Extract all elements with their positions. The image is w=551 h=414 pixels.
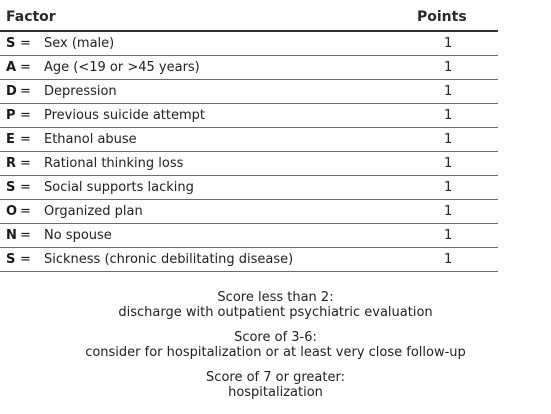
equals-sign: = bbox=[20, 204, 31, 219]
equals-sign: = bbox=[20, 36, 31, 51]
factor-points: 1 bbox=[444, 252, 453, 267]
table-row bbox=[0, 32, 498, 56]
factor-letter: E bbox=[6, 132, 15, 147]
factor-description: Social supports lacking bbox=[44, 180, 194, 195]
table-row bbox=[0, 104, 498, 128]
factor-description: Previous suicide attempt bbox=[44, 108, 206, 123]
factor-description: No spouse bbox=[44, 228, 112, 243]
factor-points: 1 bbox=[444, 204, 453, 219]
factor-letter: S bbox=[6, 252, 16, 267]
factor-column-header: Factor bbox=[6, 9, 56, 25]
table-header bbox=[0, 6, 551, 30]
score-guidance bbox=[0, 290, 551, 410]
table-row bbox=[0, 56, 498, 80]
factor-points: 1 bbox=[444, 180, 453, 195]
factor-points: 1 bbox=[444, 60, 453, 75]
factor-letter: A bbox=[6, 60, 17, 75]
score-note-action: hospitalization bbox=[228, 385, 323, 400]
factor-letter: R bbox=[6, 156, 17, 171]
score-note-heading: Score less than 2: bbox=[217, 290, 334, 305]
equals-sign: = bbox=[20, 180, 31, 195]
factor-points: 1 bbox=[444, 36, 453, 51]
points-column-header: Points bbox=[417, 9, 467, 25]
factor-description: Sex (male) bbox=[44, 36, 115, 51]
factor-letter: S bbox=[6, 36, 16, 51]
factor-points: 1 bbox=[444, 108, 453, 123]
factor-points: 1 bbox=[444, 132, 453, 147]
factor-description: Depression bbox=[44, 84, 117, 99]
factor-letter: D bbox=[6, 84, 17, 99]
factor-description: Age (<19 or >45 years) bbox=[44, 60, 200, 75]
factor-description: Rational thinking loss bbox=[44, 156, 184, 171]
score-note-heading: Score of 3-6: bbox=[234, 330, 317, 345]
factor-letter: S bbox=[6, 180, 16, 195]
equals-sign: = bbox=[20, 228, 31, 243]
factor-description: Sickness (chronic debilitating disease) bbox=[44, 252, 294, 267]
factor-description: Organized plan bbox=[44, 204, 143, 219]
equals-sign: = bbox=[20, 108, 31, 123]
score-note-action: discharge with outpatient psychiatric evaluation bbox=[118, 305, 433, 320]
table-row bbox=[0, 176, 498, 200]
score-note-low bbox=[0, 290, 551, 320]
score-note-medium bbox=[0, 330, 551, 360]
factor-letter: N bbox=[6, 228, 17, 243]
equals-sign: = bbox=[20, 60, 31, 75]
equals-sign: = bbox=[20, 156, 31, 171]
equals-sign: = bbox=[20, 84, 31, 99]
factor-points: 1 bbox=[444, 84, 453, 99]
table-row bbox=[0, 80, 498, 104]
equals-sign: = bbox=[20, 252, 31, 267]
score-note-high bbox=[0, 370, 551, 400]
table-row bbox=[0, 224, 498, 248]
table-row bbox=[0, 200, 498, 224]
score-note-action: consider for hospitalization or at least very close follow-up bbox=[85, 345, 466, 360]
factor-table bbox=[0, 32, 498, 272]
score-note-heading: Score of 7 or greater: bbox=[206, 370, 345, 385]
factor-points: 1 bbox=[444, 156, 453, 171]
factor-description: Ethanol abuse bbox=[44, 132, 137, 147]
equals-sign: = bbox=[20, 132, 31, 147]
factor-letter: P bbox=[6, 108, 16, 123]
factor-letter: O bbox=[6, 204, 18, 219]
factor-points: 1 bbox=[444, 228, 453, 243]
table-row bbox=[0, 248, 498, 272]
table-row bbox=[0, 152, 498, 176]
table-row bbox=[0, 128, 498, 152]
